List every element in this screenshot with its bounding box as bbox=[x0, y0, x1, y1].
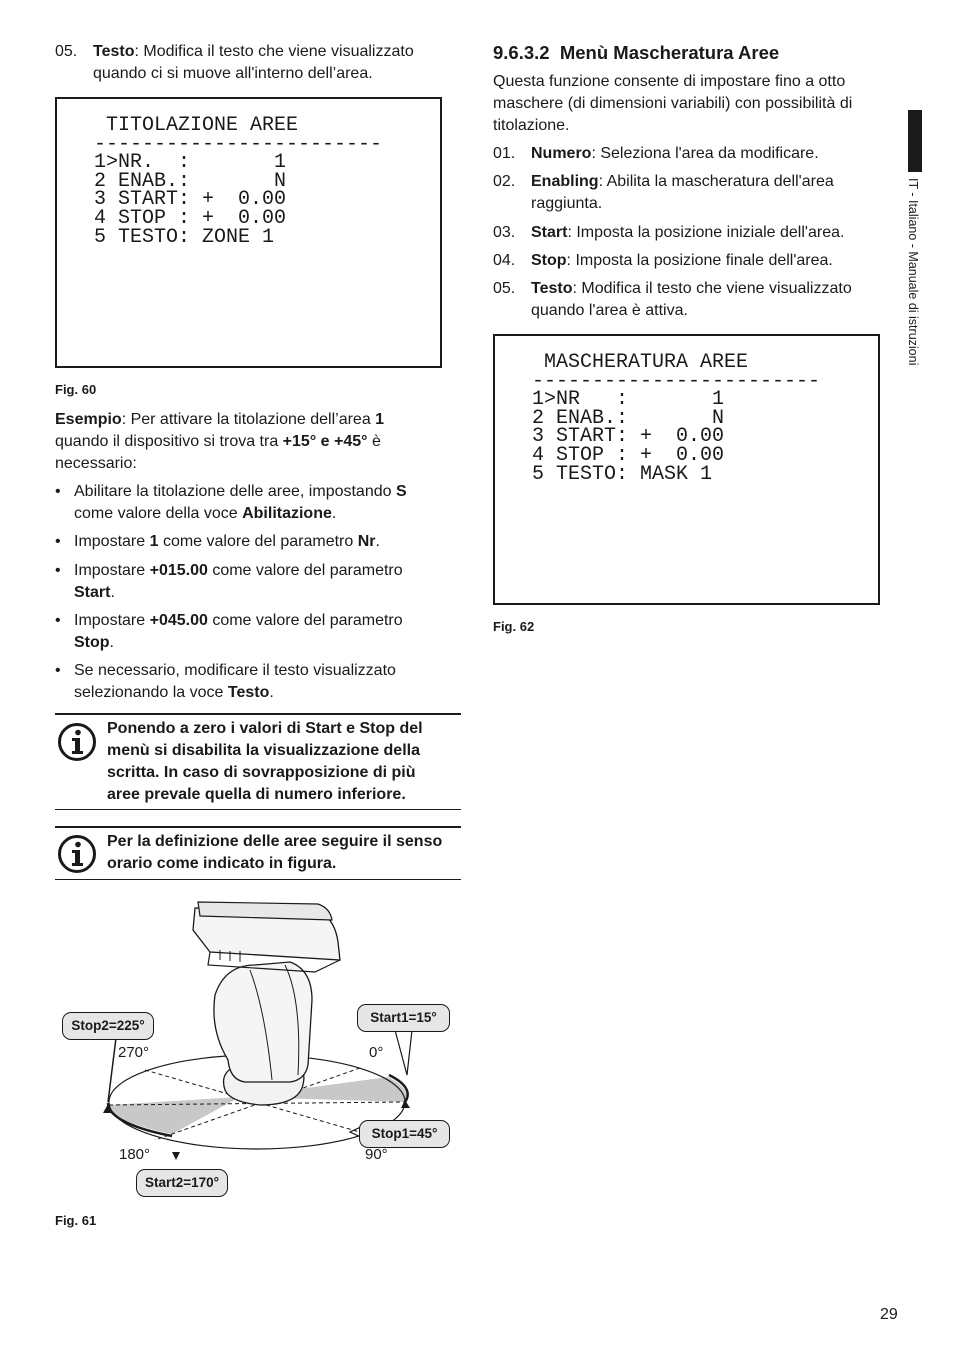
osd-line-2: 2 ENAB.: N bbox=[532, 407, 725, 430]
item-number: 05. bbox=[55, 43, 78, 60]
left-item-05 bbox=[55, 41, 455, 85]
note-text: Ponendo a zero i valori di Start e Stop del menù si disabilita la visualizzazione della scritta. In caso di sovrapposizione di più aree prevale quella di numero inferiore. bbox=[107, 720, 423, 803]
osd-line-4: 4 STOP : + 0.00 bbox=[94, 207, 287, 230]
figure-caption-61: Fig. 61 bbox=[55, 1213, 97, 1228]
list-item: 05. Testo: Modifica il testo che viene visualizzato quando l'area è attiva. bbox=[493, 280, 852, 319]
note-text: Per la definizione delle aree seguire il senso orario come indicato in figura. bbox=[107, 833, 443, 872]
item-text: Testo: Modifica il testo che viene visualizzato quando ci si muove all'interno dell’area. bbox=[93, 43, 414, 82]
osd-line-4: 4 STOP : + 0.00 bbox=[532, 444, 725, 467]
osd-rule: ------------------------ bbox=[532, 370, 821, 393]
language-tab-marker bbox=[908, 110, 922, 172]
osd-screen-fig62 bbox=[493, 334, 880, 605]
figure-caption-60: Fig. 60 bbox=[55, 382, 97, 397]
osd-title: TITOLAZIONE AREE bbox=[106, 114, 299, 137]
osd-line-5: 5 TESTO: ZONE 1 bbox=[94, 226, 275, 249]
side-label: IT - Italiano - Manuale di istruzioni bbox=[906, 178, 920, 366]
list-item: • Impostare 1 come valore del parametro Nr. bbox=[55, 533, 380, 550]
callout-start2: Start2=170° bbox=[136, 1169, 228, 1197]
osd-rule: ------------------------ bbox=[94, 133, 383, 156]
osd-screen-fig60 bbox=[55, 97, 442, 368]
list-item: • Se necessario, modificare il testo visualizzato selezionando la voce Testo. bbox=[55, 662, 396, 701]
list-item: • Impostare +045.00 come valore del parametro Stop. bbox=[55, 612, 403, 651]
osd-line-3: 3 START: + 0.00 bbox=[94, 188, 287, 211]
info-note-1 bbox=[55, 713, 461, 810]
list-item: 03. Start: Imposta la posizione iniziale dell'area. bbox=[493, 224, 845, 241]
figure-caption-62: Fig. 62 bbox=[493, 619, 535, 634]
osd-line-3: 3 START: + 0.00 bbox=[532, 425, 725, 448]
osd-line-1: 1>NR. : 1 bbox=[94, 151, 287, 174]
callout-stop1: Stop1=45° bbox=[359, 1120, 450, 1148]
example-paragraph: Esempio: Per attivare la titolazione dell’area 1 quando il dispositivo si trova tra +15° e +45° è necessario: bbox=[55, 411, 385, 472]
osd-line-5: 5 TESTO: MASK 1 bbox=[532, 463, 713, 486]
angle-label-90: 90° bbox=[365, 1146, 388, 1163]
callout-stop2: Stop2=225° bbox=[62, 1012, 154, 1040]
section-heading: 9.6.3.2 Menù Mascheratura Aree bbox=[493, 42, 780, 63]
angle-label-180: 180° bbox=[119, 1146, 151, 1163]
list-item: • Abilitare la titolazione delle aree, impostando S come valore della voce Abilitazione. bbox=[55, 483, 407, 522]
area-2-sector bbox=[108, 1097, 240, 1134]
list-item: 04. Stop: Imposta la posizione finale dell'area. bbox=[493, 252, 833, 269]
camera-arm bbox=[214, 962, 312, 1082]
callout-start1: Start1=15° bbox=[357, 1004, 450, 1032]
info-icon bbox=[57, 834, 97, 874]
list-item: • Impostare +015.00 come valore del parametro Start. bbox=[55, 562, 403, 601]
page-number: 29 bbox=[880, 1306, 898, 1323]
list-item: 01. Numero: Seleziona l'area da modificare. bbox=[493, 145, 819, 162]
osd-title: MASCHERATURA AREE bbox=[544, 351, 749, 374]
osd-line-2: 2 ENAB.: N bbox=[94, 170, 287, 193]
list-item: 02. Enabling: Abilita la mascheratura dell'area raggiunta. bbox=[493, 173, 834, 212]
ptz-camera-diagram bbox=[50, 890, 470, 1210]
osd-line-1: 1>NR : 1 bbox=[532, 388, 725, 411]
angle-label-0: 0° bbox=[369, 1044, 384, 1061]
info-note-2 bbox=[55, 826, 461, 880]
angle-label-270: 270° bbox=[118, 1044, 150, 1061]
intro-paragraph: Questa funzione consente di impostare fino a otto maschere (di dimensioni variabili) con possibilità di titolazione. bbox=[493, 73, 853, 134]
info-icon bbox=[57, 722, 97, 762]
